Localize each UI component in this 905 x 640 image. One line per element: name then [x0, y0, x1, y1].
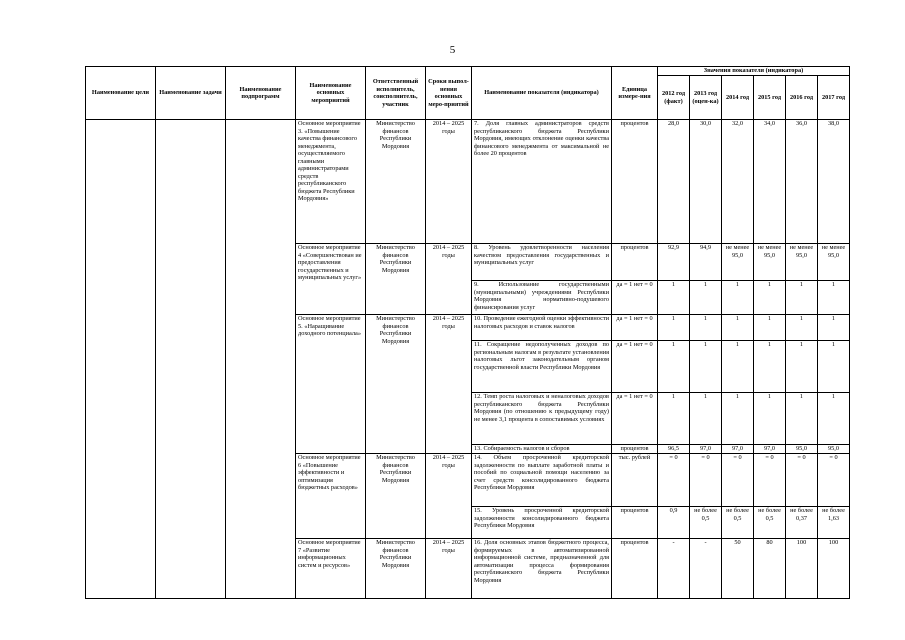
value-cell: 80 — [754, 539, 786, 599]
value-cell: не менее 95,0 — [786, 244, 818, 281]
executor-cell: Министерство финансов Республики Мордовия — [366, 244, 426, 315]
value-cell: 100 — [786, 539, 818, 599]
value-cell: 30,0 — [690, 120, 722, 244]
measure-cell: Основное мероприятие 6 «Повышение эффективности и оптимизация бюджетных расходов» — [296, 454, 366, 539]
value-cell: не более 0,5 — [754, 507, 786, 539]
value-cell: - — [658, 539, 690, 599]
value-cell: 1 — [818, 341, 850, 393]
unit-cell: тыс. рублей — [612, 454, 658, 507]
indicator-cell: 12. Темп роста налоговых и неналоговых доходов республиканского бюджета Республики Мордовия (по отношению к предыдущему году) не менее 3,1 процента в сопоставимых условиях — [472, 393, 612, 445]
value-cell: не более 1,63 — [818, 507, 850, 539]
indicator-cell: 7. Доля главных администраторов средств республиканского бюджета Республики Мордовия, имеющих отклонение оценки качества финансового менеджмента от максимальной не более 20 процентов — [472, 120, 612, 244]
executor-cell: Министерство финансов Республики Мордовия — [366, 454, 426, 539]
value-cell: 1 — [754, 281, 786, 315]
value-cell: - — [690, 539, 722, 599]
value-cell: 1 — [754, 315, 786, 341]
value-cell: 1 — [658, 315, 690, 341]
value-cell: 32,0 — [722, 120, 754, 244]
executor-cell: Министерство финансов Республики Мордовия — [366, 315, 426, 454]
table-row — [86, 120, 850, 244]
unit-cell: процентов — [612, 445, 658, 454]
indicator-cell: 14. Объем просроченной кредиторской задолженности по выплате заработной платы и пособий по социальной помощи населению за счет средств консолидированного бюджета Республики Мордовия — [472, 454, 612, 507]
value-cell: 1 — [722, 341, 754, 393]
value-cell: не более 0,37 — [786, 507, 818, 539]
term-cell: 2014 – 2025 годы — [426, 315, 472, 454]
value-cell: 1 — [722, 315, 754, 341]
value-cell: 1 — [786, 341, 818, 393]
value-cell: 1 — [658, 341, 690, 393]
value-cell: 1 — [818, 281, 850, 315]
value-cell: 1 — [786, 315, 818, 341]
measure-cell: Основное мероприятие 4 «Совершенствован ие предоставления государственных и муниципальных услуг» — [296, 244, 366, 315]
value-cell: не менее 95,0 — [722, 244, 754, 281]
value-cell: = 0 — [658, 454, 690, 507]
value-cell: не менее 95,0 — [818, 244, 850, 281]
unit-cell: процентов — [612, 539, 658, 599]
goal-cell — [86, 120, 156, 599]
indicator-cell: 8. Уровень удовлетворенности населения качеством предоставления государственных и муниципальных услуг — [472, 244, 612, 281]
unit-cell: процентов — [612, 244, 658, 281]
header-year: 2014 год — [722, 76, 754, 120]
value-cell: 1 — [786, 393, 818, 445]
value-cell: 1 — [754, 393, 786, 445]
value-cell: 34,0 — [754, 120, 786, 244]
value-cell: 1 — [690, 315, 722, 341]
header-unit: Единица измере-ния — [612, 67, 658, 120]
indicator-cell: 16. Доля основных этапов бюджетного процесса, формируемых в автоматизированной информационной системе, предназначенной для автоматизации процесса формирования республиканского бюджета Республики Мордовия — [472, 539, 612, 599]
header-indicator: Наименование показателя (индикатора) — [472, 67, 612, 120]
header-year: 2015 год — [754, 76, 786, 120]
value-cell: 1 — [690, 341, 722, 393]
unit-cell: процентов — [612, 120, 658, 244]
header-task: Наименование задачи — [156, 67, 226, 120]
indicator-cell: 13. Собираемость налогов и сборов — [472, 445, 612, 454]
value-cell: 92,9 — [658, 244, 690, 281]
value-cell: 38,0 — [818, 120, 850, 244]
indicators-table — [85, 66, 850, 599]
measure-cell: Основное мероприятие 5. «Наращивание доходного потенциала» — [296, 315, 366, 454]
value-cell: 100 — [818, 539, 850, 599]
value-cell: 95,0 — [818, 445, 850, 454]
value-cell: 36,0 — [786, 120, 818, 244]
value-cell: 1 — [786, 281, 818, 315]
value-cell: 97,0 — [690, 445, 722, 454]
measure-cell: Основное мероприятие 3. «Повышение качества финансового менеджмента, осуществляемого главными администраторами средств республиканского бюджета Республики Мордовия» — [296, 120, 366, 244]
page-number: 5 — [449, 44, 456, 56]
value-cell: 1 — [690, 393, 722, 445]
value-cell: 96,5 — [658, 445, 690, 454]
value-cell: = 0 — [690, 454, 722, 507]
value-cell: не более 0,5 — [690, 507, 722, 539]
value-cell: 1 — [818, 393, 850, 445]
value-cell: 0,9 — [658, 507, 690, 539]
subprogram-cell — [226, 120, 296, 599]
indicator-cell: 9. Использование государственными (муниципальными) учреждениями Республики Мордовия нормативно-подушевого финансирования услуг — [472, 281, 612, 315]
unit-cell: да = 1 нет = 0 — [612, 315, 658, 341]
header-year: 2016 год — [786, 76, 818, 120]
value-cell: 1 — [754, 341, 786, 393]
value-cell: = 0 — [754, 454, 786, 507]
value-cell: 1 — [658, 281, 690, 315]
term-cell: 2014 – 2025 годы — [426, 244, 472, 315]
value-cell: не менее 95,0 — [754, 244, 786, 281]
term-cell: 2014 – 2025 годы — [426, 539, 472, 599]
header-measure: Наименование основных мероприятий — [296, 67, 366, 120]
header-term: Сроки выпол-нения основных меро-приятий — [426, 67, 472, 120]
value-cell: 97,0 — [722, 445, 754, 454]
value-cell: 1 — [690, 281, 722, 315]
header-executor: Ответственный исполнитель, соисполнитель, участник — [366, 67, 426, 120]
indicator-cell: 11. Сокращение недополученных доходов по региональным налогам в результате установления налоговых льгот законодательным органом государственной власти Республики Мордовия — [472, 341, 612, 393]
header-subprogram: Наименование подпрограмм — [226, 67, 296, 120]
indicator-cell: 15. Уровень просроченной кредиторской задолженности консолидированного бюджета Республики Мордовия — [472, 507, 612, 539]
value-cell: 95,0 — [786, 445, 818, 454]
executor-cell: Министерство финансов Республики Мордовия — [366, 539, 426, 599]
header-year: 2013 год (оцен-ка) — [690, 76, 722, 120]
value-cell: 50 — [722, 539, 754, 599]
value-cell: 1 — [818, 315, 850, 341]
value-cell: = 0 — [818, 454, 850, 507]
unit-cell: да = 1 нет = 0 — [612, 393, 658, 445]
value-cell: 94,9 — [690, 244, 722, 281]
header-values-group: Значения показателя (индикатора) — [658, 67, 850, 76]
value-cell: = 0 — [722, 454, 754, 507]
value-cell: не более 0,5 — [722, 507, 754, 539]
header-year: 2012 год (факт) — [658, 76, 690, 120]
value-cell: 1 — [722, 281, 754, 315]
value-cell: 1 — [722, 393, 754, 445]
unit-cell: да = 1 нет = 0 — [612, 281, 658, 315]
value-cell: = 0 — [786, 454, 818, 507]
unit-cell: да = 1 нет = 0 — [612, 341, 658, 393]
measure-cell: Основное мероприятие 7 «Развитие информационных систем и ресурсов» — [296, 539, 366, 599]
value-cell: 1 — [658, 393, 690, 445]
value-cell: 28,0 — [658, 120, 690, 244]
term-cell: 2014 – 2025 годы — [426, 454, 472, 539]
indicator-cell: 10. Проведение ежегодной оценки эффективности налоговых расходов и ставок налогов — [472, 315, 612, 341]
value-cell: 97,0 — [754, 445, 786, 454]
task-cell — [156, 120, 226, 599]
executor-cell: Министерство финансов Республики Мордовия — [366, 120, 426, 244]
header-goal: Наименование цели — [86, 67, 156, 120]
unit-cell: процентов — [612, 507, 658, 539]
header-year: 2017 год — [818, 76, 850, 120]
term-cell: 2014 – 2025 годы — [426, 120, 472, 244]
